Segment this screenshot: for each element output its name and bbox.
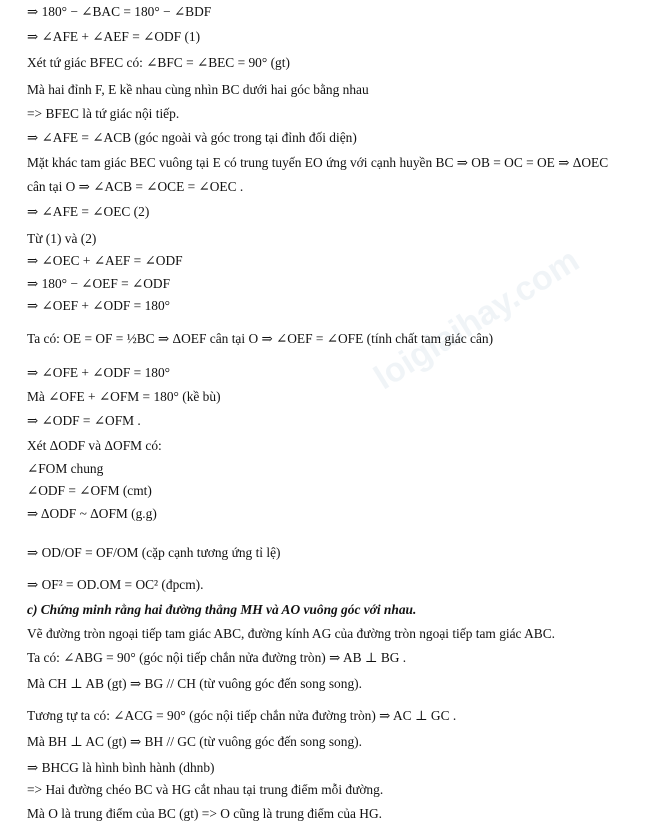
proof-line: ∠FOM chung: [27, 461, 104, 476]
section-heading: c) Chứng minh rằng hai đường thẳng MH và AO vuông góc với nhau.: [27, 602, 417, 617]
proof-line: => BFEC là tứ giác nội tiếp.: [27, 106, 180, 121]
proof-line: ∠ODF = ∠OFM (cmt): [27, 483, 152, 498]
proof-line: Tương tự ta có: ∠ACG = 90° (góc nội tiếp chắn nửa đường tròn) ⇒ AC ⊥ GC .: [27, 708, 457, 723]
proof-line: Mà BH ⊥ AC (gt) ⇒ BH // GC (từ vuông góc đến song song).: [27, 734, 362, 749]
proof-line: ⇒ ∠AFE = ∠OEC (2): [27, 204, 150, 219]
proof-line: Vẽ đường tròn ngoại tiếp tam giác ABC, đường kính AG của đường tròn ngoại tiếp tam giác ABC.: [27, 626, 555, 641]
proof-line: ⇒ OD/OF = OF/OM (cặp cạnh tương ứng tỉ lệ): [27, 545, 281, 560]
proof-line: => Hai đường chéo BC và HG cắt nhau tại trung điểm mỗi đường.: [27, 782, 384, 797]
proof-line: Mà hai đỉnh F, E kề nhau cùng nhìn BC dưới hai góc bằng nhau: [27, 82, 369, 97]
proof-line: Mà ∠OFE + ∠OFM = 180° (kề bù): [27, 389, 221, 404]
proof-line: ⇒ ∠OEC + ∠AEF = ∠ODF: [27, 253, 183, 268]
proof-line: ⇒ ∠OFE + ∠ODF = 180°: [27, 365, 171, 380]
proof-line: ⇒ 180° − ∠OEF = ∠ODF: [27, 276, 171, 291]
proof-line: ⇒ 180° − ∠BAC = 180° − ∠BDF: [27, 4, 212, 19]
proof-line: ⇒ ΔODF ~ ΔOFM (g.g): [27, 506, 157, 521]
proof-line: ⇒ ∠AFE = ∠ACB (góc ngoài và góc trong tại đỉnh đối diện): [27, 130, 357, 145]
watermark: loigiaihay.com: [367, 241, 586, 398]
proof-line: Mà CH ⊥ AB (gt) ⇒ BG // CH (từ vuông góc đến song song).: [27, 676, 362, 691]
proof-line: Xét tứ giác BFEC có: ∠BFC = ∠BEC = 90° (gt): [27, 55, 290, 70]
proof-line: Xét ΔODF và ΔOFM có:: [27, 438, 162, 453]
proof-line: ⇒ ∠OEF + ∠ODF = 180°: [27, 298, 171, 313]
proof-line: ⇒ ∠ODF = ∠OFM .: [27, 413, 141, 428]
proof-line: ⇒ OF² = OD.OM = OC² (đpcm).: [27, 577, 204, 592]
proof-line: cân tại O ⇒ ∠ACB = ∠OCE = ∠OEC .: [27, 179, 244, 194]
proof-line: Ta có: ∠ABG = 90° (góc nội tiếp chắn nửa đường tròn) ⇒ AB ⊥ BG .: [27, 650, 407, 665]
proof-line: Mặt khác tam giác BEC vuông tại E có trung tuyến EO ứng với cạnh huyền BC ⇒ OB = OC = OE ⇒ ΔOEC: [27, 155, 609, 170]
proof-line: ⇒ BHCG là hình bình hành (dhnb): [27, 760, 215, 775]
proof-line: ⇒ ∠AFE + ∠AEF = ∠ODF (1): [27, 29, 201, 44]
proof-line: Ta có: OE = OF = ½BC ⇒ ΔOEF cân tại O ⇒ ∠OEF = ∠OFE (tính chất tam giác cân): [27, 331, 494, 346]
proof-line: Từ (1) và (2): [27, 231, 97, 246]
proof-line: Mà O là trung điểm của BC (gt) => O cũng là trung điểm của HG.: [27, 806, 382, 821]
